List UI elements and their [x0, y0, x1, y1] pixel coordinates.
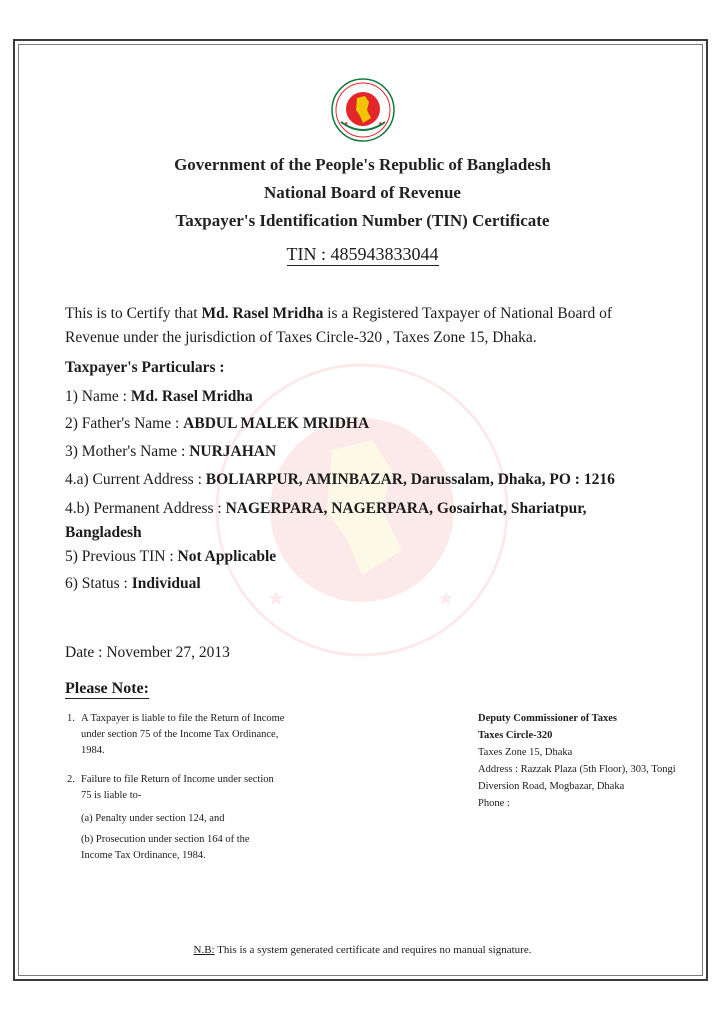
particular-value: ABDUL MALEK MRIDHA — [183, 415, 370, 432]
particular-label: 5) Previous TIN : — [65, 548, 178, 565]
tin-value: 485943833044 — [330, 244, 439, 264]
footer-nb-text: This is a system generated certificate and requires no manual signature. — [214, 944, 532, 956]
particular-label: 1) Name : — [65, 388, 131, 405]
note-title: Please Note: — [65, 680, 149, 697]
note-item — [67, 711, 296, 759]
issuing-office — [478, 710, 678, 812]
particular-current-address — [65, 469, 665, 491]
particular-label: 4.b) Permanent Address : — [65, 500, 226, 517]
svg-text:★: ★ — [267, 588, 285, 610]
certify-name: Md. Rasel Mridha — [201, 305, 324, 322]
note-subitem: (b) Prosecution under section 164 of the Income Tax Ordinance, 1984. — [81, 834, 250, 861]
certify-suffix: is a Registered Taxpayer of National Board of Revenue under the jurisdiction of Taxes Circle-320 , Taxes Zone 15, Dhaka. — [65, 305, 613, 346]
tin-label: TIN : — [286, 244, 326, 264]
issue-date: Date : November 27, 2013 — [65, 644, 230, 661]
note-number: 1. — [67, 713, 75, 724]
particular-value: NURJAHAN — [189, 443, 277, 460]
header-certificate-title: Taxpayer's Identification Number (TIN) Certificate — [175, 211, 550, 230]
certify-prefix: This is to Certify that — [65, 305, 202, 322]
note-item — [67, 772, 276, 804]
note-text: A Taxpayer is liable to file the Return of Income under section 75 of the Income Tax Ordinance, 1984. — [81, 713, 285, 756]
header-government: Government of the People's Republic of Bangladesh — [174, 155, 551, 174]
government-seal-icon — [331, 78, 395, 142]
tin-number — [0, 244, 725, 265]
particular-name — [65, 386, 665, 408]
office-title: Deputy Commissioner of Taxes — [478, 713, 617, 724]
office-zone: Taxes Zone 15, Dhaka — [478, 747, 573, 758]
note-subitem: (a) Penalty under section 124, and — [81, 813, 225, 824]
particular-permanent-address — [65, 497, 665, 545]
particular-label: 2) Father's Name : — [65, 415, 184, 432]
header-board: National Board of Revenue — [264, 183, 461, 202]
footer-nb-label: N.B: — [193, 944, 215, 956]
particular-value: BOLIARPUR, AMINBAZAR, Darussalam, Dhaka, PO : 1216 — [205, 471, 615, 488]
particular-father — [65, 413, 665, 435]
footer-note — [0, 944, 725, 956]
particular-value: Md. Rasel Mridha — [130, 388, 253, 405]
svg-text:★: ★ — [378, 122, 383, 127]
note-number: 2. — [67, 774, 75, 785]
particular-mother — [65, 441, 665, 463]
particular-value: Individual — [131, 575, 201, 592]
office-circle: Taxes Circle-320 — [478, 730, 553, 741]
particular-label: 4.a) Current Address : — [65, 471, 206, 488]
office-phone: Phone : — [478, 798, 510, 809]
particular-label: 3) Mother's Name : — [65, 443, 190, 460]
particular-label: 6) Status : — [65, 575, 132, 592]
certification-statement — [65, 302, 665, 350]
svg-text:★: ★ — [344, 122, 349, 127]
particular-status — [65, 573, 665, 595]
note-text: Failure to file Return of Income under section 75 is liable to- — [81, 774, 274, 801]
particular-previous-tin — [65, 546, 665, 568]
office-address: Address : Razzak Plaza (5th Floor), 303, Tongi Diversion Road, Mogbazar, Dhaka — [478, 764, 676, 792]
particular-value: NAGERPARA, NAGERPARA, Gosairhat, Shariatpur, Bangladesh — [65, 500, 587, 541]
particulars-title: Taxpayer's Particulars : — [65, 359, 225, 376]
svg-text:★: ★ — [437, 588, 455, 610]
particular-value: Not Applicable — [177, 548, 277, 565]
